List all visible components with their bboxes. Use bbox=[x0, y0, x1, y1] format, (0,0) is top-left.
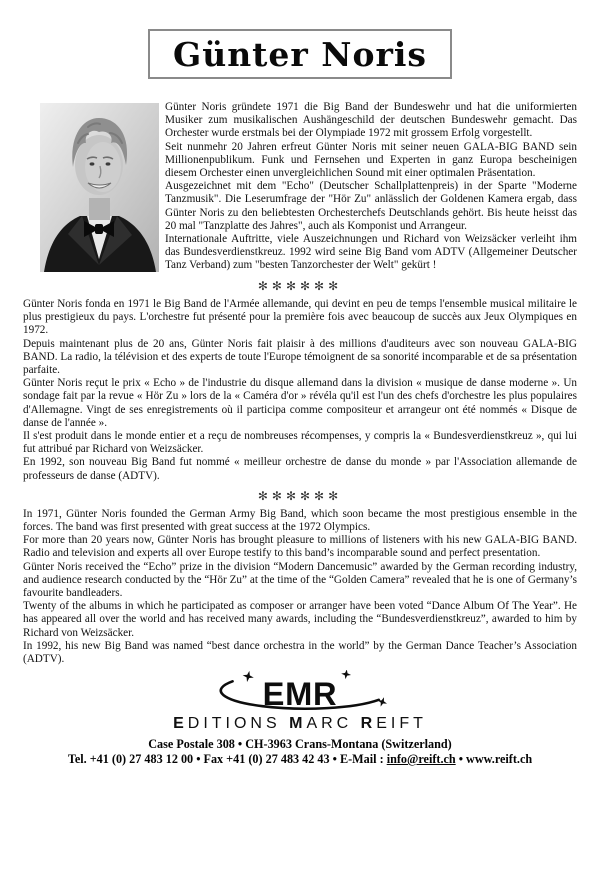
contact-line bbox=[0, 752, 600, 767]
french-paragraph: Günter Noris fonda en 1971 le Big Band de l'Armée allemande, qui devint en peu de temps l'ensemble musical militaire le plus prestigieux du pays. L'orchestre fut présenté pour la première fois avec beaucoup de succès aux Jeux Olympiques en 1972. bbox=[23, 298, 577, 337]
french-paragraph: Il s'est produit dans le monde entier et a reçu de nombreuses récompenses, y compris la « Bundesverdienstkreuz », qui lui fut attribué par Richard von Weizsäcker. bbox=[23, 430, 577, 456]
portrait-photo-image bbox=[40, 103, 159, 272]
publisher-name: EDITIONS MARC REIFT bbox=[173, 715, 427, 733]
english-paragraph: Twenty of the albums in which he participated as composer or arranger have been voted “Dance Album Of The Year”. He has appeared all over the world and has received many awards, including the “Bundesverdienstkreuz”, awarded to him by Richard von Weizsäcker. bbox=[23, 600, 577, 639]
english-paragraph: In 1971, Günter Noris founded the German Army Big Band, which soon became the most prestigious ensemble in the forces. The band was first presented with great success at the 1972 Olympics. bbox=[23, 507, 577, 534]
title-box bbox=[148, 29, 452, 79]
biography-french bbox=[23, 298, 577, 483]
contact-suffix: • www.reift.ch bbox=[455, 751, 533, 766]
emr-logo bbox=[202, 670, 398, 714]
biography-german bbox=[23, 101, 577, 273]
publisher-footer bbox=[0, 670, 600, 766]
star-separator: ✻✻✻✻✻✻ bbox=[257, 488, 343, 503]
portrait-photo bbox=[40, 103, 159, 272]
french-paragraph: En 1992, son nouveau Big Band fut nommé « meilleur orchestre de danse du monde » par l'Association allemande de professeurs de danse (ADTV). bbox=[23, 456, 577, 482]
star-separator: ✻✻✻✻✻✻ bbox=[257, 279, 343, 293]
contact-prefix: Tel. +41 (0) 27 483 12 00 • Fax +41 (0) 27 483 42 43 • E-Mail : bbox=[67, 751, 387, 766]
french-paragraph: Depuis maintenant plus de 20 ans, Günter Noris fait plaisir à des millions d'auditeurs avec son nouveau GALA-BIG BAND. La radio, la télévision et des experts de toute l'Europe témoignent de sa sonorité incomparable et de sa présentation parfaite. bbox=[23, 337, 577, 377]
english-paragraph: Günter Noris received the “Echo” prize in the division “Modern Dancemusic” awarded by the German recording industry, and audience research conducted by the “Hör Zu” at the time of the “Golden Camera” revealed that he is one of Germany’s favourite bandleaders. bbox=[23, 560, 577, 600]
german-paragraph: Günter Noris gründete 1971 die Big Band der Bundeswehr und hat die uniformierten Musiker zum musikalischen Aushängeschild der deutschen Bundeswehr gemacht. Das Orchester wurde erstmals bei der Olympiade 1972 mit grossem Erfolg vorgestellt. bbox=[165, 101, 577, 140]
english-paragraph: In 1992, his new Big Band was named “best dance orchestra in the world” by the German Dance Teacher’s Association (ADTV). bbox=[23, 639, 577, 666]
biography-english bbox=[23, 508, 577, 666]
french-paragraph: Günter Noris reçut le prix « Echo » de l'industrie du disque allemand dans la division « musique de danse moderne ». Un sondage fait par la revue « Hör Zu » lors de la « Caméra d'or » révéla qu'il est l'un des chefs d'orchestre les plus populaires d'Allemagne. Vingt de ses enregistrements où il participa comme compositeur et arrangeur ont été nommés « Disque de danse de l'année ». bbox=[23, 377, 577, 429]
email-link[interactable]: info@reift.ch bbox=[386, 751, 456, 766]
german-paragraph: Ausgezeichnet mit dem "Echo" (Deutscher Schallplattenpreis) in der Sparte "Moderne Tanzmusik". Die Leserumfrage der "Hör Zu" anlässlich der Goldenen Kamera ergab, dass Günter Noris zu den beliebtesten Orchesterchefs Deutschlands gehört. Bis heute heisst das 20 mal "Tanzplatte des Jahres", auch als Komponist und Arrangeur. bbox=[165, 180, 577, 232]
page-title: Günter Noris bbox=[173, 34, 427, 74]
german-paragraph: Internationale Auftritte, viele Auszeichnungen und Richard von Weizsäcker verleiht ihm das Bundesverdienstkreuz. 1992 wird seine Big Band vom ADTV (Allgemeiner Deutscher Tanz Verband) zum "besten Tanzorchester der Welt" gekürt ! bbox=[165, 233, 577, 272]
german-paragraph: Seit nunmehr 20 Jahren erfreut Günter Noris mit seiner neuen GALA-BIG BAND sein Millionenpublikum. Funk und Fernsehen und Experten in ganz Europa bescheinigen diesem Orchester einen unvergleichlichen Sound mit einer optimalen Präsentation. bbox=[165, 140, 577, 180]
address-line: Case Postale 308 • CH-3963 Crans-Montana (Switzerland) bbox=[148, 737, 452, 752]
emr-logo-text: EMR bbox=[262, 675, 338, 713]
english-paragraph: For more than 20 years now, Günter Noris has brought pleasure to millions of listeners with his new GALA-BIG BAND. Radio and television and experts all over Europe testify to this band’s incomparable sound and perfect presentation. bbox=[23, 534, 577, 560]
